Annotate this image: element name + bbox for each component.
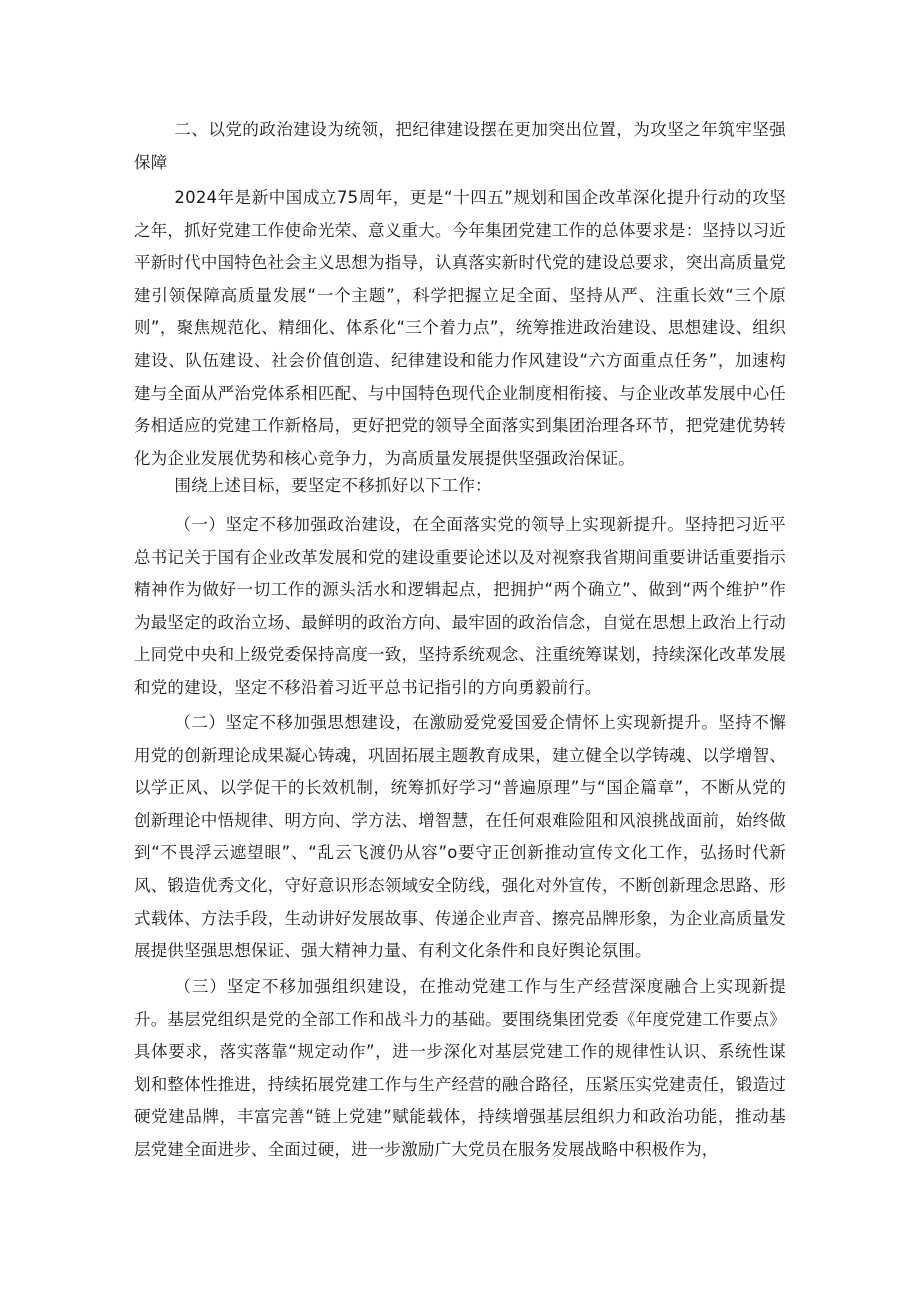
target-paragraph: 围绕上述目标，要坚定不移抓好以下工作：: [174, 476, 492, 495]
item-ideological-building: （二）坚定不移加强思想建设，在激励爱党爱国爱企情怀上实现新提升。坚持不懈用党的创新理论成果凝心铸魂，巩固拓展主题教育成果，建立健全以学铸魂、以学增智、以学正风、以学促干的长效机制，统筹抓好学习“普遍原理”与“国企篇章”，不断从党的创新理论中悟规律、明方向、学方法、增智慧，在任何艰难险阻和风浪挑战面前，始终做到“不畏浮云遮望眼”、“乱云飞渡仍从容”o要守正创新推动宣传文化工作，弘扬时代新风、锻造优秀文化，守好意识形态领域安全防线，强化对外宣传，不断创新理念思路、形式载体、方法手段，生动讲好发展故事、传递企业声音、擦亮品牌形象，为企业高质量发展提供坚强思想保证、强大精神力量、有利文化条件和良好舆论氛围。: [134, 713, 786, 961]
section-heading: 二、以党的政治建设为统领，把纪律建设摆在更加突出位置，为攻坚之年筑牢坚强保障: [134, 120, 786, 172]
intro-paragraph: 2024年是新中国成立75周年，更是“十四五”规划和国企改革深化提升行动的攻坚之年，抓好党建工作使命光荣、意义重大。今年集团党建工作的总体要求是：坚持以习近平新时代中国特色社会主义思想为指导，认真落实新时代党的建设总要求，突出高质量党建引领保障高质量发展“一个主题”，科学把握立足全面、坚持从严、注重长效“三个原则”，聚焦规范化、精细化、体系化“三个着力点”，统筹推进政治建设、思想建设、组织建设、队伍建设、社会价值创造、纪律建设和能力作风建设“六方面重点任务”，加速构建与全面从严治党体系相匹配、与中国特色现代企业制度相衔接、与企业改革发展中心任务相适应的党建工作新格局，更好把党的领导全面落实到集团治理各环节，把党建优势转化为企业发展优势和核心竞争力，为高质量发展提供坚强政治保证。: [134, 188, 786, 468]
item-organizational-building: （三）坚定不移加强组织建设，在推动党建工作与生产经营深度融合上实现新提升。基层党组织是党的全部工作和战斗力的基础。要围绕集团党委《年度党建工作要点》具体要求，落实落靠“规定动作”，进一步深化对基层党建工作的规律性认识、系统性谋划和整体性推进，持续拓展党建工作与生产经营的融合路径，压紧压实党建责任，锻造过硬党建品牌，丰富完善“链上党建”赋能载体，持续增强基层组织力和政治功能，推动基层党建全面进步、全面过硬，进一步激励广大党员在服务发展战略中积极作为，: [134, 977, 786, 1159]
item-political-building: （一）坚定不移加强政治建设，在全面落实党的领导上实现新提升。坚持把习近平总书记关于国有企业改革发展和党的建设重要论述以及对视察我省期间重要讲话重要指示精神作为做好一切工作的源头活水和逻辑起点，把拥护“两个确立”、做到“两个维护”作为最坚定的政治立场、最鲜明的政治方向、最牢固的政治信念，自觉在思想上政治上行动上同党中央和上级党委保持高度一致，坚持系统观念、注重统筹谋划，持续深化改革发展和党的建设，坚定不移沿着习近平总书记指引的方向勇毅前行。: [134, 515, 786, 697]
